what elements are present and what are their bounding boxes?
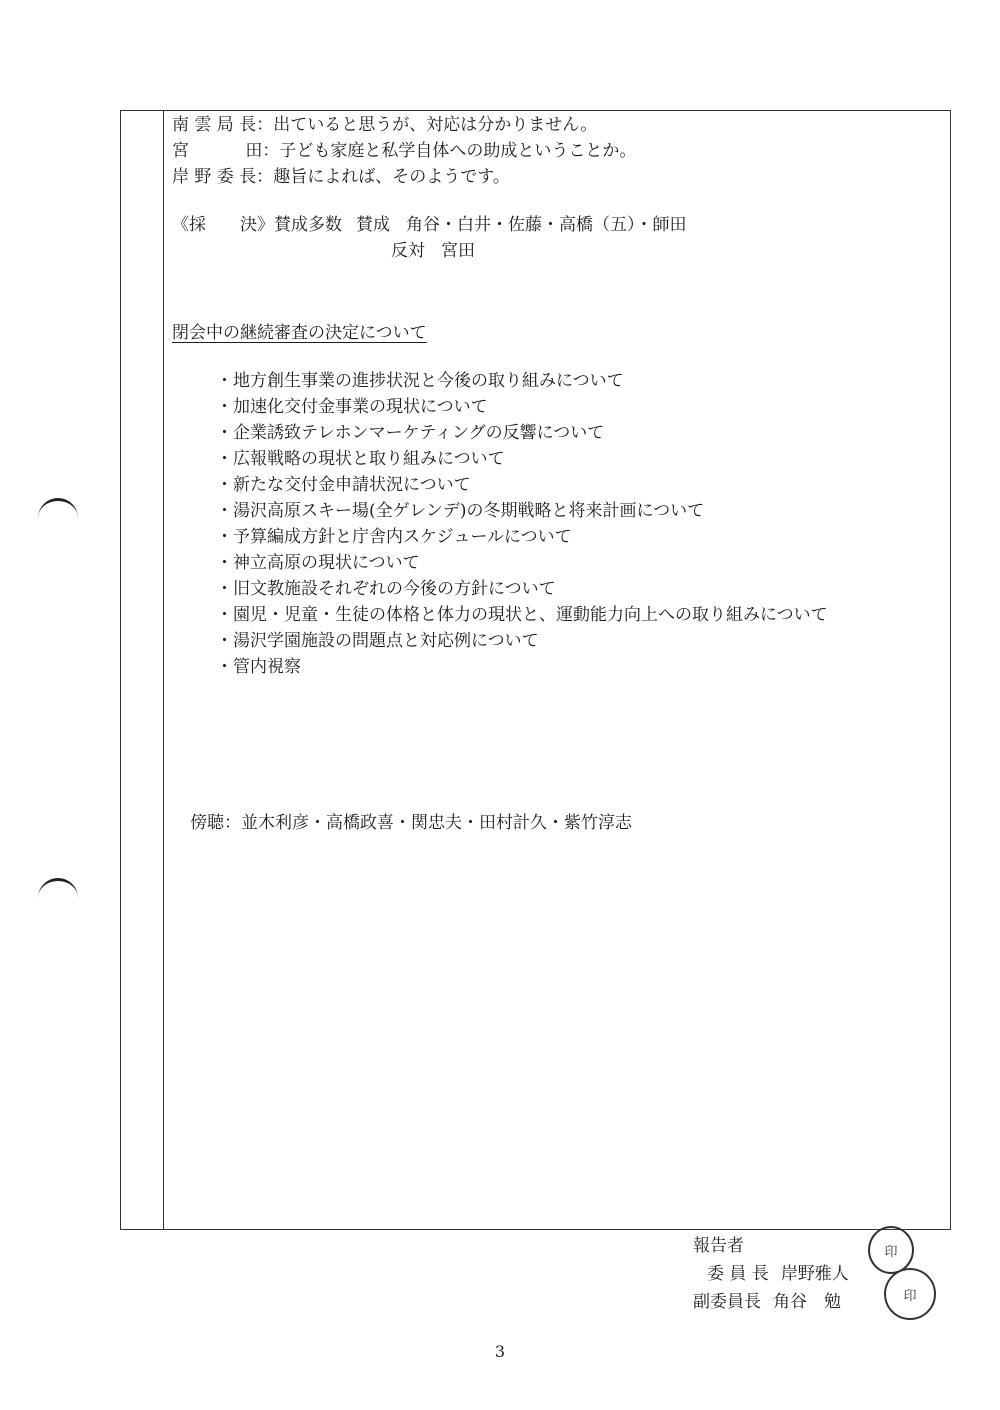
- list-item: ・広報戦略の現状と取り組みについて: [216, 449, 505, 469]
- vice-row: [693, 1288, 849, 1316]
- vice-name: 角谷 勉: [773, 1292, 841, 1312]
- dialogue-line: 宮 田：子ども家庭と私学自体への助成ということか。: [172, 141, 637, 161]
- list-item: ・湯沢学園施設の問題点と対応例について: [216, 631, 539, 651]
- list-item: ・加速化交付金事業の現状について: [216, 397, 488, 417]
- vote-result: 賛成多数: [274, 215, 342, 235]
- utterance: 出ていると思うが、対応は分かりません。: [273, 115, 598, 135]
- list-item: ・企業誘致テレホンマーケティングの反響について: [216, 423, 605, 443]
- audience-names: 並木利彦・高橋政喜・関忠夫・田村計久・紫竹淳志: [241, 813, 632, 833]
- punch-hole-bottom: [38, 878, 78, 918]
- item-list: [216, 368, 942, 680]
- vote-against-line: [172, 238, 942, 264]
- dialogue-line: 南 雲 局 長：出ていると思うが、対応は分かりません。: [172, 115, 598, 135]
- vote-line: [172, 212, 942, 238]
- dialogue-line: 岸 野 委 長：趣旨によれば、そのようです。: [172, 167, 510, 187]
- section-heading: 閉会中の継続審査の決定について: [172, 323, 427, 343]
- document-body: [172, 112, 942, 836]
- list-item: ・園児・児童・生徒の体格と体力の現状と、運動能力向上への取り組みについて: [216, 605, 828, 625]
- vote-label: 《採 決》: [172, 215, 274, 235]
- vote-against-members: 宮田: [441, 241, 475, 261]
- list-item: ・管内視察: [216, 657, 301, 677]
- list-item: ・予算編成方針と庁舎内スケジュールについて: [216, 527, 572, 547]
- list-item: ・湯沢高原スキー場(全ゲレンデ)の冬期戦略と将来計画について: [216, 501, 705, 521]
- speaker: 宮 田: [172, 141, 263, 161]
- utterance: 子ども家庭と私学自体への助成ということか。: [279, 141, 637, 161]
- list-item: ・地方創生事業の進捗状況と今後の取り組みについて: [216, 371, 624, 391]
- vote-against-label: 反対: [391, 241, 425, 261]
- seal-stamp-chair: 印: [868, 1226, 914, 1274]
- list-item: ・神立高原の現状について: [216, 553, 420, 573]
- audience-label: 傍聴：: [190, 813, 241, 833]
- seal-stamp-vice: 印: [884, 1268, 936, 1320]
- margin-divider: [163, 110, 164, 1230]
- speaker: 岸 野 委 長: [172, 167, 257, 187]
- chair-name: 岸野雅人: [780, 1264, 849, 1284]
- reporter-title: 報告者: [693, 1236, 744, 1256]
- chair-row: [693, 1260, 849, 1288]
- vote-for-label: 賛成: [356, 215, 390, 235]
- audience-line: [190, 810, 942, 836]
- vice-role: 副委員長: [693, 1292, 761, 1312]
- chair-role: 委 員 長: [707, 1264, 769, 1284]
- speaker: 南 雲 局 長: [172, 115, 257, 135]
- list-item: ・旧文教施設それぞれの今後の方針について: [216, 579, 556, 599]
- page-number: 3: [494, 1342, 506, 1361]
- list-item: ・新たな交付金申請状況について: [216, 475, 471, 495]
- vote-for-members: 角谷・白井・佐藤・高橋（五）・師田: [406, 215, 687, 235]
- utterance: 趣旨によれば、そのようです。: [273, 167, 510, 187]
- punch-hole-top: [38, 498, 78, 538]
- reporter-block: [693, 1232, 849, 1316]
